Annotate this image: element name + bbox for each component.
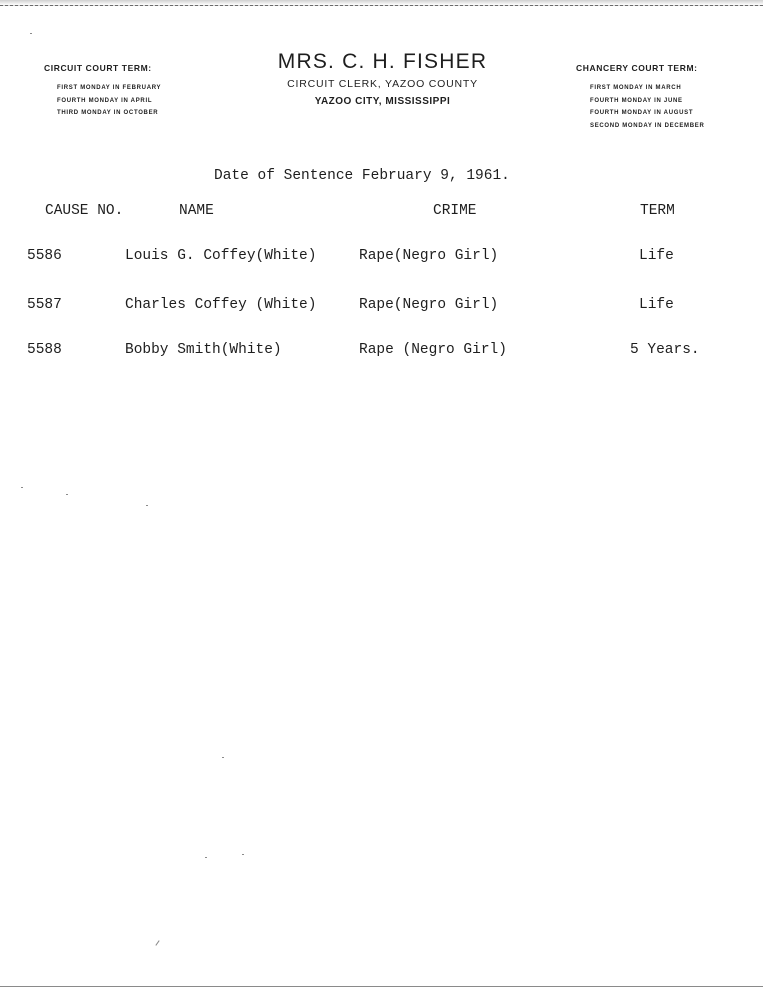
row-cause-no: 5588 [27,342,62,358]
circuit-court-term-line: THIRD MONDAY IN OCTOBER [57,110,159,116]
clerk-name: MRS. C. H. FISHER [277,50,488,73]
row-name: Charles Coffey (White) [125,297,317,313]
chancery-court-term-block [576,63,756,132]
row-term: 5 Years. [630,342,700,358]
scan-speck [155,940,159,945]
circuit-court-term-block [44,63,244,120]
scan-speck [222,757,224,758]
row-crime: Rape(Negro Girl) [359,248,499,264]
row-cause-no: 5587 [27,297,62,313]
scan-speck [146,505,148,506]
chancery-court-term-line: SECOND MONDAY IN DECEMBER [590,122,705,129]
scan-speck [66,494,68,495]
page-top-edge [0,0,763,6]
scan-speck [205,857,207,858]
chancery-court-term-title: CHANCERY COURT TERM: [576,63,698,73]
row-cause-no: 5586 [27,248,62,264]
row-name: Bobby Smith(White) [125,342,282,358]
column-header-cause-no: CAUSE NO. [45,203,124,219]
row-crime: Rape(Negro Girl) [359,297,499,313]
scan-speck [21,487,23,488]
column-header-term: TERM [640,203,675,219]
row-term: Life [639,297,674,313]
circuit-court-term-title: CIRCUIT COURT TERM: [44,63,152,73]
chancery-court-term-line: FOURTH MONDAY IN AUGUST [590,110,694,116]
column-header-crime: CRIME [433,203,477,219]
clerk-title: CIRCUIT CLERK, YAZOO COUNTY [287,78,478,90]
clerk-letterhead [270,50,495,107]
chancery-court-term-line: FIRST MONDAY IN MARCH [590,85,682,91]
sentence-date: Date of Sentence February 9, 1961. [214,168,510,184]
circuit-court-term-line: FIRST MONDAY IN FEBRUARY [57,85,162,91]
column-header-name: NAME [179,203,214,219]
row-name: Louis G. Coffey(White) [125,248,317,264]
scan-speck [30,33,32,34]
row-crime: Rape (Negro Girl) [359,342,507,358]
circuit-court-term-line: FOURTH MONDAY IN APRIL [57,97,153,104]
scan-speck [242,854,244,855]
chancery-court-term-line: FOURTH MONDAY IN JUNE [590,97,683,104]
clerk-city: YAZOO CITY, MISSISSIPPI [314,96,451,107]
page-bottom-edge [0,986,763,987]
row-term: Life [639,248,674,264]
